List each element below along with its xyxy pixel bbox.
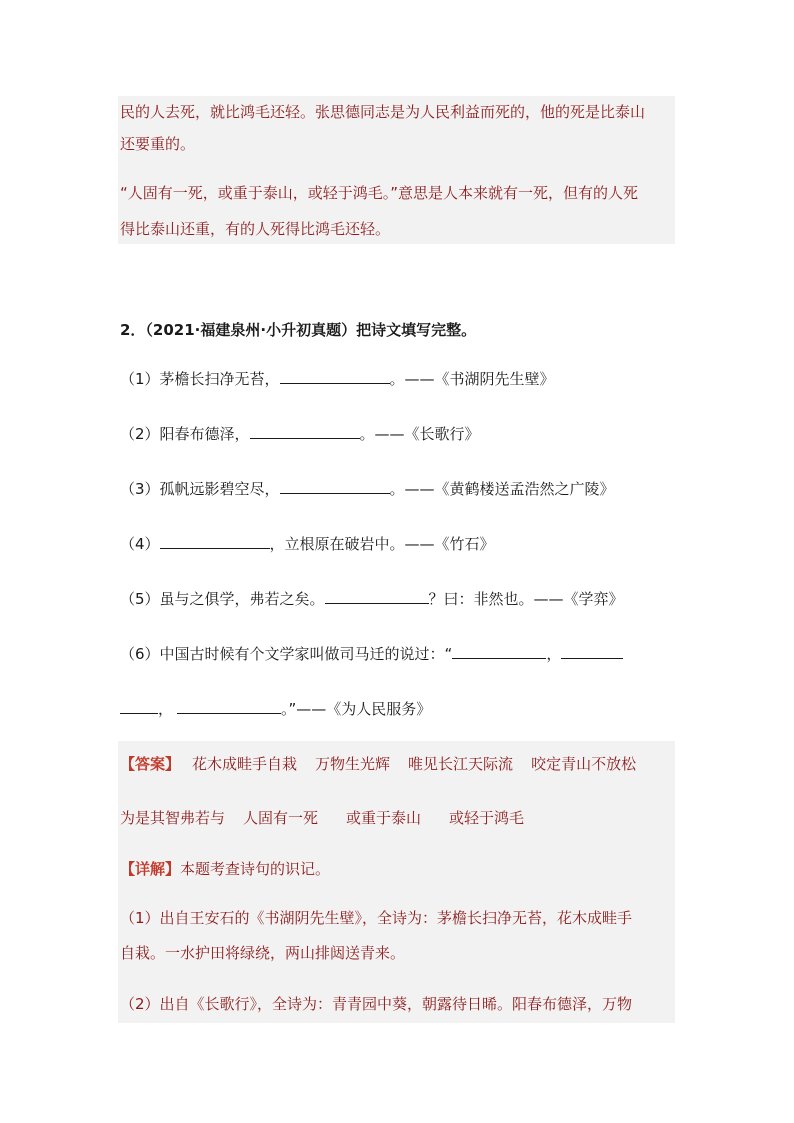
question-item-6-line1: （6）中国古时候有个文学家叫做司马迁的说过：“ ，	[120, 644, 623, 664]
answer-blank	[280, 479, 390, 494]
answer-blank	[250, 424, 360, 439]
explanation-line: 自栽。一水护田将绿绕，两山排闼送青来。	[120, 944, 406, 962]
text-line: 还要重的。	[120, 135, 196, 153]
answer-blank	[325, 589, 429, 604]
answer-blank	[561, 644, 623, 659]
question-item-3: （3）孤帆远影碧空尽， 。——《黄鹤楼送孟浩然之广陵》	[120, 480, 615, 498]
explanation-line: （1）出自王安石的《书湖阴先生壁》，全诗为：茅檐长扫净无苔，花木成畦手	[120, 909, 633, 927]
explanation-intro: 【详解】本题考查诗句的识记。	[120, 860, 331, 878]
explanation-line: （2）出自《长歌行》，全诗为：青青园中葵，朝露待日晞。阳春布德泽，万物	[120, 995, 633, 1013]
explanation-tag: 【详解】	[120, 860, 181, 878]
answer-tag: 【答案】	[120, 755, 181, 773]
text-line: 民的人去死，就比鸿毛还轻。张思德同志是为人民利益而死的，他的死是比泰山	[120, 103, 646, 121]
question-item-2: （2）阳春布德泽， 。——《长歌行》	[120, 425, 480, 443]
text-line: “人固有一死，或重于泰山，或轻于鸿毛。”意思是人本来就有一死，但有的人死	[120, 184, 639, 202]
question-item-4: （4） ，立根原在破岩中。——《竹石》	[120, 535, 495, 553]
answer-line-1: 【答案】 花木成畦手自栽 万物生光辉 唯见长江天际流 咬定青山不放松	[120, 755, 637, 773]
question-item-5: （5）虽与之俱学，弗若之矣。 ？曰：非然也。——《学弈》	[120, 590, 624, 608]
answer-blank	[177, 699, 281, 714]
answer-blank	[120, 699, 158, 714]
question-item-6-line2: ， 。”——《为人民服务》	[120, 699, 431, 719]
question-item-1: （1）茅檐长扫净无苔， 。——《书湖阴先生壁》	[120, 370, 555, 388]
answer-blank	[160, 534, 270, 549]
answer-blank	[280, 369, 390, 384]
answer-blank	[452, 644, 546, 659]
text-line: 得比泰山还重，有的人死得比鸿毛还轻。	[120, 220, 391, 238]
question-title: 2．（2021·福建泉州·小升初真题）把诗文填写完整。	[120, 321, 477, 339]
answer-line-2: 为是其智弗若与 人固有一死 或重于泰山 或轻于鸿毛	[120, 809, 525, 827]
